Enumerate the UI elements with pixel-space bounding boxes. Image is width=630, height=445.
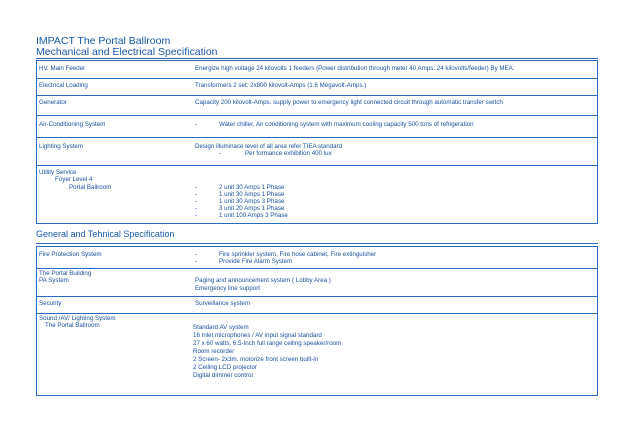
table-row — [37, 137, 597, 166]
row-label: Security — [39, 300, 62, 307]
list-item: 3 unit 20 Amps 1 Phase — [219, 205, 285, 212]
title-line-1: IMPACT The Portal Ballroom — [36, 35, 171, 47]
table-row — [37, 115, 597, 138]
row-value: Water chiller, Air conditioning system with maximum cooling capacity 500 tons of refrigeration — [219, 121, 474, 128]
row-value-2: Per formance exhibition 400 lux — [245, 150, 332, 157]
list-item: Fire sprinkler system, Fire hose cabinet, Fire extinguisher — [219, 251, 377, 258]
row-label — [39, 270, 91, 285]
row-value: Design illuminace level of all area refer TIEA standard — [195, 143, 343, 150]
bullet-dash: - — [195, 258, 198, 265]
building-label: The Portal Building — [39, 270, 92, 277]
row-label: HV. Main Feeder — [39, 65, 86, 72]
list-item: 1 unit 100 Amps 3 Phase — [219, 212, 288, 219]
title-rule — [36, 58, 598, 59]
list-item: Provide Fire Alarm System — [219, 258, 293, 265]
row-value: Surveillance system — [195, 300, 251, 307]
list-item: Standard AV system — [193, 324, 249, 331]
table-row — [37, 78, 597, 96]
row-label: Generator — [39, 99, 67, 106]
list-item: 1 unit 30 Amps 3 Phase — [219, 198, 285, 205]
bullet-dash: - — [195, 198, 198, 205]
row-label: Electrical Loading — [39, 82, 88, 89]
mechanical-electrical-table — [36, 60, 598, 224]
bullet-dash: - — [219, 150, 222, 157]
pa-system-label: PA System — [39, 277, 69, 285]
list-item: 1 unit 30 Amps 1 Phase — [219, 191, 285, 198]
list-item: 2 Screen- 2x3m. motorize front screen built-in — [193, 356, 319, 363]
bullet-dash: - — [195, 121, 198, 128]
list-item: 2 unit 30 Amps 1 Phase — [219, 184, 285, 191]
section-title: General and Tehnical Specification — [36, 229, 175, 239]
page-title — [36, 36, 218, 58]
list-item: 16 Inlet microphones / AV input signal standard — [193, 332, 322, 339]
portal-ballroom-label: Portal Ballroom — [69, 183, 112, 191]
portal-ballroom-label: The Portal Ballroom — [45, 322, 100, 330]
table-row — [37, 247, 597, 269]
row-value: Capacity 200 kilovolt-Amps. supply power to emergency light connected circuit through automatic transfer switch — [195, 99, 503, 106]
table-row — [37, 95, 597, 116]
general-technical-table — [36, 246, 598, 396]
foyer-label: Foyer Level 4 — [55, 176, 93, 184]
row-label — [39, 169, 111, 191]
row-label: Air-Conditioning System — [39, 121, 106, 128]
bullet-dash: - — [195, 191, 198, 198]
list-item: Paging and announcement system ( Lobby Area ) — [195, 277, 331, 284]
table-row — [37, 61, 597, 79]
table-row — [37, 268, 597, 297]
section-rule — [36, 243, 598, 244]
row-label: Fire Protection System — [39, 251, 102, 258]
bullet-dash: - — [195, 184, 198, 191]
table-row — [37, 296, 597, 314]
bullet-dash: - — [195, 205, 198, 212]
table-row — [37, 313, 597, 395]
row-label: Lighting System — [39, 143, 84, 150]
table-row — [37, 165, 597, 223]
row-value: Energize high voltage 24 kilovolts 1 feeders (Power distribution through meter 40 Amps. 24 kilovolts/feeder) By MEA. — [195, 65, 515, 72]
bullet-dash: - — [195, 212, 198, 219]
sound-av-label: Sound /AV/ Lighting System — [39, 315, 116, 322]
row-label — [39, 315, 116, 330]
list-item: 27 x 60 watts, 6.5-Inch full range ceiling speaker/room — [193, 340, 342, 347]
title-line-2: Mechanical and Electrical Specification — [36, 46, 218, 58]
list-item: Digital dimmer control — [193, 372, 253, 379]
list-item: 2 Ceiling LCD projector — [193, 364, 257, 371]
utility-service-label: Utility Service — [39, 169, 77, 176]
bullet-dash: - — [195, 251, 198, 258]
row-value: Transformers 2 set: 2x800 kilovolt-Amps (1.6 Megavolt-Amps.) — [195, 82, 367, 89]
list-item: Emergency line support — [195, 285, 261, 292]
list-item: Room recorder — [193, 348, 235, 355]
